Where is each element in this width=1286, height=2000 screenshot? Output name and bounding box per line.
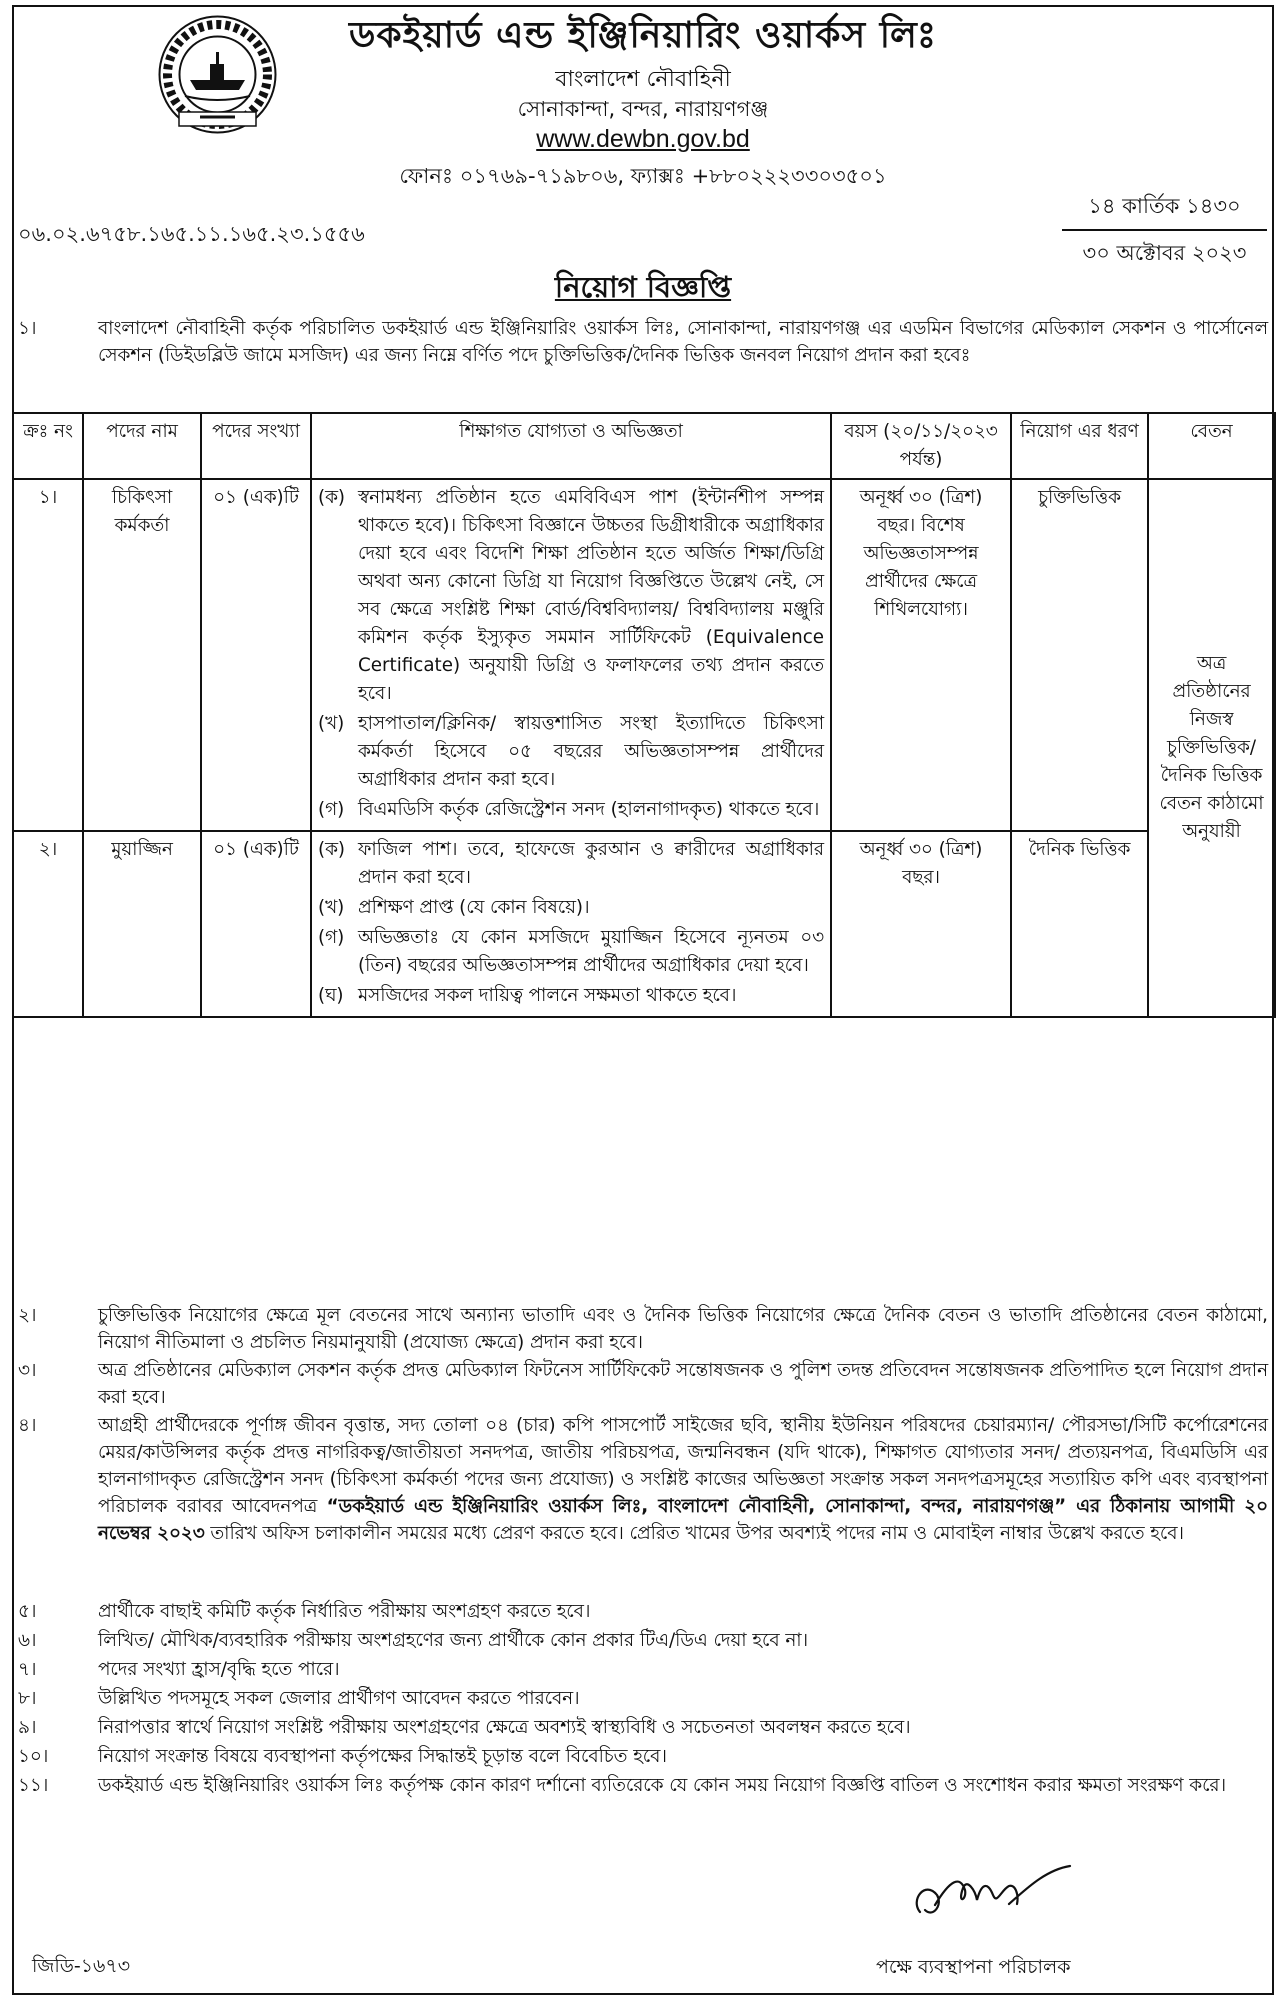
qualification-item: (ঘ) মসজিদের সকল দায়িত্ব পালনে সক্ষমতা থাকতে হবে। <box>318 985 737 1006</box>
paragraph-text: বাংলাদেশ নৌবাহিনী কর্তৃক পরিচালিত ডকইয়ার্ড এন্ড ইঞ্জিনিয়ারিং ওয়ার্কস লিঃ, সোনাকান্দা, নারায়ণগঞ্জ এর এডমিন বিভাগের মেডিক্যাল সেকশন ও পার্সোনেল সেকশন (ডিইডব্লিউ জামে মসজিদ) এর জন্য নিম্নে বর্ণিত পদে চুক্তিভিত্তিক/দৈনিক ভিত্তিক জনবল নিয়োগ প্রদান করা হবেঃ <box>98 318 1268 366</box>
qualification-item: (গ) অভিজ্ঞতাঃ যে কোন মসজিদে মুয়াজ্জিন হিসেবে ন্যূনতম ০৩ (তিন) বছরের অভিজ্ঞতাসম্পন্ন প্রার্থীদের অগ্রাধিকার দেয়া হবে। <box>318 927 824 976</box>
header-count: পদের সংখ্যা <box>201 413 311 479</box>
cell-age: অনূর্ধ্ব ৩০ (ত্রিশ) বছর। <box>831 831 1011 1017</box>
cell-post: চিকিৎসা কর্মকর্তা <box>83 479 201 831</box>
notice-title: নিয়োগ বিজ্ঞপ্তি <box>554 270 732 304</box>
cell-age: অনূর্ধ্ব ৩০ (ত্রিশ) বছর। বিশেষ অভিজ্ঞতাসম্পন্ন প্রার্থীদের ক্ষেত্রে শিথিলযোগ্য। <box>831 479 1011 831</box>
header-type: নিয়োগ এর ধরণ <box>1011 413 1148 479</box>
cell-qualification <box>311 479 831 831</box>
cell-sl: ১। <box>13 479 83 831</box>
qualification-item: (খ) প্রশিক্ষণ প্রাপ্ত (যে কোন বিষয়ে)। <box>318 897 590 918</box>
qualification-item: (ক) ফাজিল পাশ। তবে, হাফেজে কুরআন ও ক্বারীদের অগ্রাধিকার প্রদান করা হবে। <box>318 839 824 888</box>
paragraph-5: ৫। প্রার্থীকে বাছাই কমিটি কর্তৃক নির্ধারিত পরীক্ষায় অংশগ্রহণ করতে হবে। <box>18 1601 591 1622</box>
cell-count: ০১ (এক)টি <box>201 479 311 831</box>
memo-number: ০৬.০২.৬৭৫৮.১৬৫.১১.১৬৫.২৩.১৫৫৬ <box>18 222 365 246</box>
qualification-item: (খ) হাসপাতাল/ক্লিনিক/ স্বায়ত্তশাসিত সংস্থা ইত্যাদিতে চিকিৎসা কর্মকর্তা হিসেবে ০৫ বছরের অভিজ্ঞতাসম্পন্ন প্রার্থীদের অগ্রাধিকার প্রদান করা হবে। <box>318 713 824 790</box>
header-age: বয়স (২০/১১/২০২৩ পর্যন্ত) <box>831 413 1011 479</box>
paragraph-2: ২। চুক্তিভিত্তিক নিয়োগের ক্ষেত্রে মূল বেতনের সাথে অন্যান্য ভাতাদি এবং ও দৈনিক ভিত্তিক নিয়োগের ক্ষেত্রে দৈনিক বেতন ও ভাতাদি প্রতিষ্ঠানের বেতন কাঠামো, নিয়োগ নীতিমালা ও প্রচলিত নিয়মানুযায়ী (প্রযোজ্য ক্ষেত্রে) প্রদান করা হবে। <box>18 1305 1268 1353</box>
org-address: সোনাকান্দা, বন্দর, নারায়ণগঞ্জ <box>517 97 769 121</box>
cell-qualification <box>311 831 831 1017</box>
cell-type: দৈনিক ভিত্তিক <box>1011 831 1148 1017</box>
contact-info: ফোনঃ ০১৭৬৯-৭১৯৮০৬, ফ্যাক্সঃ +৮৮০২২২৩৩০৩৫০১ <box>399 164 887 188</box>
date-bangla: ১৪ কার্তিক ১৪৩০ <box>1062 190 1267 231</box>
paragraph-10: ১০। নিয়োগ সংক্রান্ত বিষয়ে ব্যবস্থাপনা কর্তৃপক্ষের সিদ্ধান্তই চূড়ান্ত বলে বিবেচিত হবে। <box>18 1746 667 1767</box>
cell-salary: অত্র প্রতিষ্ঠানের নিজস্ব চুক্তিভিত্তিক/ দৈনিক ভিত্তিক বেতন কাঠামো অনুযায়ী <box>1148 479 1275 1017</box>
paragraph-1 <box>18 315 1268 369</box>
paragraph-6: ৬। লিখিত/ মৌখিক/ব্যবহারিক পরীক্ষায় অংশগ্রহণের জন্য প্রার্থীকে কোন প্রকার টিএ/ডিএ দেয়া হবে না। <box>18 1630 809 1651</box>
date-block <box>1062 190 1267 272</box>
paragraph-4: ৪। আগ্রহী প্রার্থীদেরকে পূর্ণাঙ্গ জীবন বৃত্তান্ত, সদ্য তোলা ০৪ (চার) কপি পাসপোর্ট সাইজের ছবি, স্থানীয় ইউনিয়ন পরিষদের চেয়ারম্যান/ পৌরসভা/সিটি কর্পোরেশনের মেয়র/কাউন্সিলর কর্তৃক প্রদত্ত নাগরিকত্ব/জাতীয়তা সনদপত্র, জাতীয় পরিচয়পত্র, জন্মনিবন্ধন (যদি থাকে), শিক্ষাগত যোগ্যতার সনদ/ প্রত্যয়নপত্র, বিএমডিসি এর হালনাগাদকৃত রেজিস্ট্রেশন সনদ (চিকিৎসা কর্মকর্তা পদের জন্য প্রযোজ্য) ও সংশ্লিষ্ট কাজের অভিজ্ঞতা সংক্রান্ত সকল সনদপত্রসমূহের সত্যায়িত কপি এবং ব্যবস্থাপনা পরিচালক বরাবর আবেদনপত্র “ডকইয়ার্ড এন্ড ইঞ্জিনিয়ারিং ওয়ার্কস লিঃ, বাংলাদেশ নৌবাহিনী, সোনাকান্দা, বন্দর, নারায়ণগঞ্জ” এর ঠিকানায় আগামী ২০ নভেম্বর ২০২৩ তারিখ অফিস চলাকালীন সময়ের মধ্যে প্রেরণ করতে হবে। প্রেরিত খামের উপর অবশ্যই পদের নাম ও মোবাইল নাম্বার উল্লেখ করতে হবে। <box>18 1415 1268 1544</box>
paragraph-3: ৩। অত্র প্রতিষ্ঠানের মেডিক্যাল সেকশন কর্তৃক প্রদত্ত মেডিক্যাল ফিটনেস সার্টিফিকেট সন্তোষজনক ও পুলিশ তদন্ত প্রতিবেদন সন্তোষজনক প্রতিপাদিত হলে নিয়োগ প্রদান করা হবে। <box>18 1360 1268 1408</box>
header-salary: বেতন <box>1148 413 1275 479</box>
header-sl: ক্রঃ নং <box>13 413 83 479</box>
website-link[interactable]: www.dewbn.gov.bd <box>536 125 750 153</box>
cell-post: মুয়াজ্জিন <box>83 831 201 1017</box>
paragraph-9: ৯। নিরাপত্তার স্বার্থে নিয়োগ সংশ্লিষ্ট পরীক্ষায় অংশগ্রহণের ক্ষেত্রে অবশ্যই স্বাস্থ্যবিধি ও সচেতনতা অবলম্বন করতে হবে। <box>18 1717 911 1738</box>
jobs-table <box>12 412 1276 1018</box>
org-name: ডকইয়ার্ড এন্ড ইঞ্জিনিয়ারিং ওয়ার্কস লিঃ <box>348 15 938 56</box>
paragraph-8: ৮। উল্লিখিত পদসমূহে সকল জেলার প্রার্থীগণ আবেদন করতে পারবেন। <box>18 1688 580 1709</box>
table-row <box>13 479 1275 831</box>
header-qualification: শিক্ষাগত যোগ্যতা ও অভিজ্ঞতা <box>311 413 831 479</box>
paragraph-number: ১। <box>18 318 37 339</box>
signature-image <box>905 1860 1085 1935</box>
cell-type: চুক্তিভিত্তিক <box>1011 479 1148 831</box>
table-header-row <box>13 413 1275 479</box>
qualification-item: (গ) বিএমডিসি কর্তৃক রেজিস্ট্রেশন সনদ (হালনাগাদকৃত) থাকতে হবে। <box>318 799 820 820</box>
paragraph-11: ১১। ডকইয়ার্ড এন্ড ইঞ্জিনিয়ারিং ওয়ার্কস লিঃ কর্তৃপক্ষ কোন কারণ দর্শানো ব্যতিরেকে যে কোন সময় নিয়োগ বিজ্ঞপ্তি বাতিল ও সংশোধন করার ক্ষমতা সংরক্ষণ করে। <box>18 1775 1227 1796</box>
paragraph-7: ৭। পদের সংখ্যা হ্রাস/বৃদ্ধি হতে পারে। <box>18 1659 340 1680</box>
cell-count: ০১ (এক)টি <box>201 831 311 1017</box>
table-row <box>13 831 1275 1017</box>
cell-sl: ২। <box>13 831 83 1017</box>
parent-org: বাংলাদেশ নৌবাহিনী <box>555 67 731 92</box>
header-post: পদের নাম <box>83 413 201 479</box>
date-english: ৩০ অক্টোবর ২০২৩ <box>1082 241 1247 265</box>
gd-number: জিডি-১৬৭৩ <box>32 1955 131 1977</box>
qualification-item: (ক) স্বনামধন্য প্রতিষ্ঠান হতে এমবিবিএস পাশ (ইন্টার্নশীপ সম্পন্ন থাকতে হবে)। চিকিৎসা বিজ্ঞানে উচ্চতর ডিগ্রীধারীকে অগ্রাধিকার দেয়া হবে এবং বিদেশি শিক্ষা প্রতিষ্ঠান হতে অর্জিত শিক্ষা/ডিগ্রি অথবা অন্য কোনো ডিগ্রি যা নিয়োগ বিজ্ঞপ্তিতে উল্লেখ নেই, সে সব ক্ষেত্রে সংশ্লিষ্ট শিক্ষা বোর্ড/বিশ্ববিদ্যালয়/ বিশ্ববিদ্যালয় মঞ্জুরি কমিশন কর্তৃক ইস্যুকৃত সমমান সার্টিফিকেট (Equivalence Certificate) অনুযায়ী ডিগ্রি ও ফলাফলের তথ্য প্রদান করতে হবে। <box>318 487 824 704</box>
signature-title: পক্ষে ব্যবস্থাপনা পরিচালক <box>876 1956 1071 1978</box>
